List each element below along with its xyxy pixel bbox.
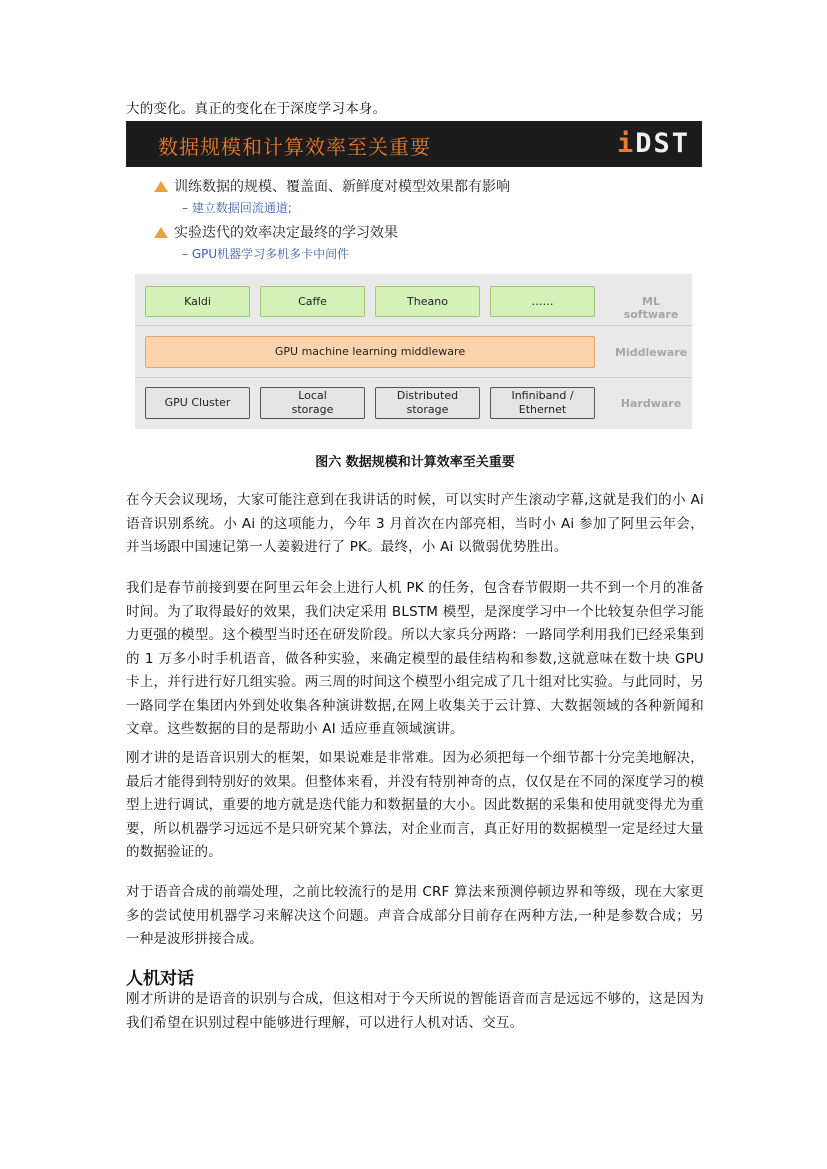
ml-software-box: Kaldi: [145, 286, 250, 317]
slide-header: [126, 121, 702, 167]
ml-software-box: Caffe: [260, 286, 365, 317]
hardware-box: Distributed storage: [375, 387, 480, 419]
warning-triangle-icon: [154, 181, 168, 192]
warning-triangle-icon: [154, 227, 168, 238]
bullet-text: 训练数据的规模、覆盖面、新鲜度对模型效果都有影响: [174, 179, 510, 195]
ml-software-box: ……: [490, 286, 595, 317]
slide-sub-bullet: – 建立数据回流通道;: [182, 201, 292, 215]
hardware-box: GPU Cluster: [145, 387, 250, 419]
paragraph: 刚才所讲的是语音的识别与合成，但这相对于今天所说的智能语音而言是远远不够的，这是因为我们希望在识别过程中能够进行理解，可以进行人机对话、交互。: [126, 991, 704, 1031]
paragraph: 刚才讲的是语音识别大的框架，如果说难是非常难。因为必须把每一个细节都十分完美地解决，最后才能得到特别好的效果。但整体来看，并没有特别神奇的点，仅仅是在不同的深度学习的模型上进行调试，重要的地方就是迭代能力和数据量的大小。因此数据的采集和使用就变得尤为重要，所以机器学习远远不是只研究某个算法，对企业而言，真正好用的数据模型一定是经过大量的数据验证的。: [126, 750, 704, 860]
layer-label: Hardware: [620, 397, 682, 410]
section-heading: 人机对话: [126, 969, 194, 989]
architecture-diagram: [135, 274, 692, 429]
slide-figure: [126, 121, 702, 431]
ml-software-box: Theano: [375, 286, 480, 317]
row-divider: [135, 325, 692, 326]
layer-label: ML software: [623, 295, 679, 321]
slide-title: 数据规模和计算效率至关重要: [158, 135, 431, 159]
slide-sub-bullet: – GPU机器学习多机多卡中间件: [182, 247, 350, 261]
figure-caption: 图六 数据规模和计算效率至关重要: [315, 455, 515, 470]
bullet-text: 实验迭代的效率决定最终的学习效果: [174, 225, 398, 241]
top-line-text: 大的变化。真正的变化在于深度学习本身。: [126, 101, 387, 117]
paragraph: 对于语音合成的前端处理，之前比较流行的是用 CRF 算法来预测停顿边界和等级，现在大家更多的尝试使用机器学习来解决这个问题。声音合成部分目前存在两种方法,一种是参数合成；另一种是波形拼接合成。: [126, 884, 704, 947]
paragraph: 在今天会议现场，大家可能注意到在我讲话的时候，可以实时产生滚动字幕,这就是我们的小 Ai 语音识别系统。小 Ai 的这项能力，今年 3 月首次在内部亮相，当时小 Ai 参加了阿里云年会，并当场跟中国速记第一人姜毅进行了 PK。最终，小 Ai 以微弱优势胜出。: [126, 492, 704, 555]
slide-bullet: [154, 222, 398, 242]
paragraph: 我们是春节前接到要在阿里云年会上进行人机 PK 的任务，包含春节假期一共不到一个月的准备时间。为了取得最好的效果，我们决定采用 BLSTM 模型，是深度学习中一个比较复杂但学习能力更强的模型。这个模型当时还在研发阶段。所以大家兵分两路：一路同学利用我们已经采集到的 1 万多小时手机语音，做各种实验，来确定模型的最佳结构和参数,这就意味在数十块 GPU 卡上，并行进行好几组实验。两三周的时间这个模型小组完成了几十组对比实验。与此同时，另一路同学在集团内外到处收集各种演讲数据,在网上收集关于云计算、大数据领域的各种新闻和文章。这些数据的目的是帮助小 AI 适应垂直领域演讲。: [126, 580, 704, 737]
middleware-box: GPU machine learning middleware: [145, 336, 595, 368]
logo-accent-letter: i: [616, 128, 636, 159]
row-divider: [135, 377, 692, 378]
slide-bullet: [154, 176, 510, 196]
logo-letters: DST: [635, 128, 690, 159]
hardware-box: Infiniband / Ethernet: [490, 387, 595, 419]
layer-label: Middleware: [615, 346, 688, 359]
hardware-box: Local storage: [260, 387, 365, 419]
idst-logo: [617, 128, 690, 159]
